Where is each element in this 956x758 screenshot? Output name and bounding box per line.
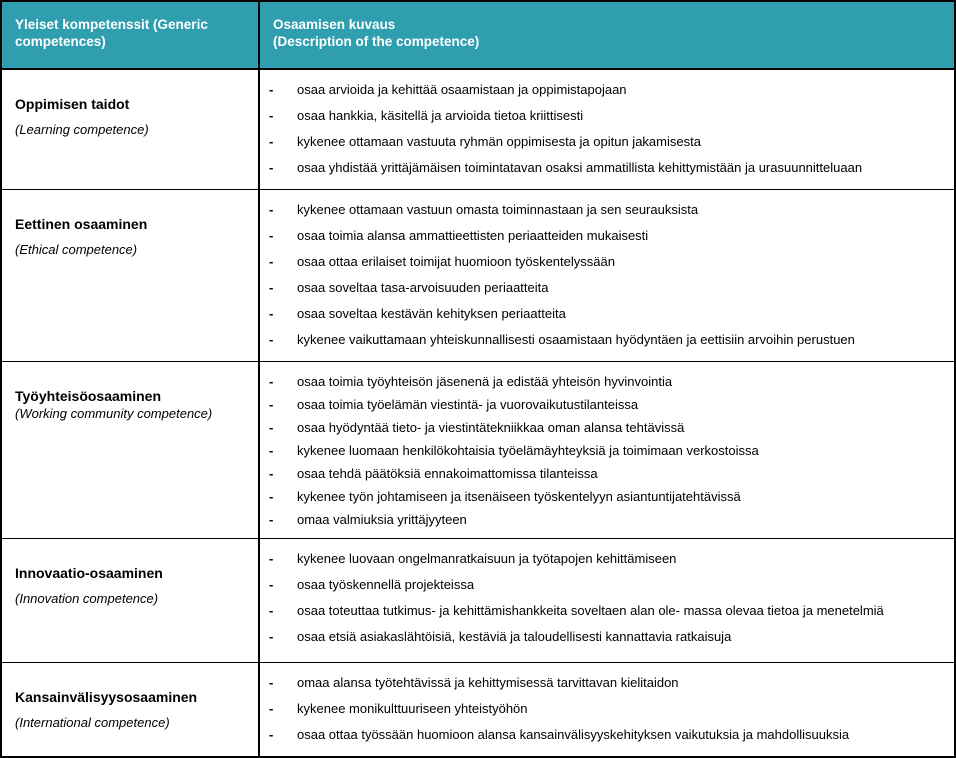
bullet-list [267,81,940,176]
bullet-item [267,331,940,348]
bullet-text: kykenee ottamaan vastuuta ryhmän oppimisesta ja opitun jakamisesta [297,134,701,149]
bullet-item [267,159,940,176]
bullet-item [267,419,940,436]
bullet-text: osaa tehdä päätöksiä ennakoimattomissa tilanteissa [297,466,598,481]
bullet-dash-icon: - [269,551,274,566]
header-description-line2: (Description of the competence) [273,34,480,49]
competence-title: Innovaatio-osaaminen [15,565,163,581]
bullet-text: omaa valmiuksia yrittäjyyteen [297,512,467,527]
bullet-text: osaa etsiä asiakaslähtöisiä, kestäviä ja taloudellisesti kannattavia ratkaisuja [297,629,732,644]
bullet-dash-icon: - [269,629,274,644]
bullet-text: osaa hyödyntää tieto- ja viestintätekniikkaa oman alansa tehtävissä [297,420,685,435]
bullet-dash-icon: - [269,108,274,123]
competence-name-cell [1,539,259,663]
bullet-dash-icon: - [269,466,274,481]
competence-subtitle: (Working community competence) [15,406,213,421]
bullet-item [267,253,940,270]
bullet-text: kykenee luomaan henkilökohtaisia työelämäyhteyksiä ja toimimaan verkostoissa [297,443,759,458]
bullet-dash-icon: - [269,727,274,742]
bullet-dash-icon: - [269,675,274,690]
bullet-item [267,201,940,218]
bullet-dash-icon: - [269,603,274,618]
competence-description-cell [259,362,955,539]
bullet-dash-icon: - [269,280,274,295]
competence-description-cell [259,190,955,362]
competence-subtitle: (Innovation competence) [15,591,159,606]
header-generic-competences [1,1,259,69]
bullet-item [267,373,940,390]
competence-name-cell [1,663,259,758]
competence-name-cell [1,362,259,539]
header-row [1,1,955,69]
bullet-item [267,465,940,482]
bullet-item [267,511,940,528]
bullet-dash-icon: - [269,134,274,149]
bullet-dash-icon: - [269,420,274,435]
bullet-dash-icon: - [269,443,274,458]
competence-title: Kansainvälisyysosaaminen [15,689,198,705]
bullet-item [267,674,940,691]
bullet-dash-icon: - [269,397,274,412]
competence-name-cell [1,69,259,190]
bullet-text: osaa hankkia, käsitellä ja arvioida tietoa kriittisesti [297,108,584,123]
bullet-text: osaa arvioida ja kehittää osaamistaan ja oppimistapojaan [297,82,627,97]
bullet-item [267,550,940,567]
header-description-line1: Osaamisen kuvaus [273,17,396,32]
competence-row [1,69,955,190]
bullet-dash-icon: - [269,202,274,217]
bullet-list [267,373,940,528]
bullet-item [267,488,940,505]
bullet-text: omaa alansa työtehtävissä ja kehittymisessä tarvittavan kielitaidon [297,675,679,690]
competence-subtitle: (Ethical competence) [15,242,138,257]
bullet-list [267,674,940,743]
bullet-text: osaa työskennellä projekteissa [297,577,475,592]
competence-row [1,362,955,539]
bullet-dash-icon: - [269,82,274,97]
bullet-text: kykenee luovaan ongelmanratkaisuun ja työtapojen kehittämiseen [297,551,677,566]
bullet-dash-icon: - [269,160,274,175]
bullet-dash-icon: - [269,701,274,716]
competence-subtitle: (International competence) [15,715,170,730]
header-competence-description [259,1,955,69]
bullet-list [267,550,940,645]
bullet-dash-icon: - [269,512,274,527]
header-generic-competences-label: Yleiset kompetenssit (Generic competences) [15,17,208,49]
bullet-item [267,305,940,322]
competence-row [1,539,955,663]
bullet-item [267,576,940,593]
competence-row [1,190,955,362]
bullet-item [267,227,940,244]
bullet-text: osaa ottaa erilaiset toimijat huomioon työskentelyssään [297,254,615,269]
bullet-item [267,81,940,98]
bullet-item [267,602,940,619]
bullet-text: osaa yhdistää yrittäjämäisen toimintatavan osaksi ammatillista kehittymistään ja urasuunnitteluaan [297,160,863,175]
bullet-item [267,700,940,717]
bullet-text: osaa toimia työelämän viestintä- ja vuorovaikutustilanteissa [297,397,639,412]
competence-description-cell [259,663,955,758]
bullet-text: kykenee ottamaan vastuun omasta toiminnastaan ja sen seurauksista [297,202,699,217]
bullet-item [267,442,940,459]
bullet-dash-icon: - [269,489,274,504]
bullet-text: osaa toimia alansa ammattieettisten periaatteiden mukaisesti [297,228,649,243]
bullet-text: osaa soveltaa kestävän kehityksen periaatteita [297,306,566,321]
competence-title: Työyhteisöosaaminen [15,388,162,404]
competence-description-cell [259,539,955,663]
bullet-text: kykenee vaikuttamaan yhteiskunnallisesti osaamistaan hyödyntäen ja eettisiin arvoihin perustuen [297,332,855,347]
bullet-dash-icon: - [269,374,274,389]
table-body [1,69,955,757]
bullet-item [267,628,940,645]
bullet-dash-icon: - [269,228,274,243]
bullet-list [267,201,940,348]
competence-title: Oppimisen taidot [15,96,130,112]
competence-subtitle: (Learning competence) [15,122,149,137]
bullet-item [267,396,940,413]
bullet-text: osaa ottaa työssään huomioon alansa kansainvälisyyskehityksen vaikutuksia ja mahdollisuuksia [297,727,850,742]
bullet-text: osaa toteuttaa tutkimus- ja kehittämishankkeita soveltaen alan ole- massa olevaa tietoa ja menetelmiä [297,603,884,618]
bullet-item [267,726,940,743]
bullet-item [267,133,940,150]
bullet-text: osaa soveltaa tasa-arvoisuuden periaatteita [297,280,549,295]
bullet-dash-icon: - [269,332,274,347]
bullet-dash-icon: - [269,306,274,321]
competence-description-cell [259,69,955,190]
bullet-item [267,107,940,124]
bullet-text: kykenee monikulttuuriseen yhteistyöhön [297,701,528,716]
bullet-text: osaa toimia työyhteisön jäsenenä ja edistää yhteisön hyvinvointia [297,374,673,389]
competence-row [1,663,955,758]
bullet-text: kykenee työn johtamiseen ja itsenäiseen työskentelyyn asiantuntijatehtävissä [297,489,741,504]
bullet-dash-icon: - [269,254,274,269]
table-header [1,1,955,69]
bullet-item [267,279,940,296]
bullet-dash-icon: - [269,577,274,592]
competence-name-cell [1,190,259,362]
competence-title: Eettinen osaaminen [15,216,148,232]
